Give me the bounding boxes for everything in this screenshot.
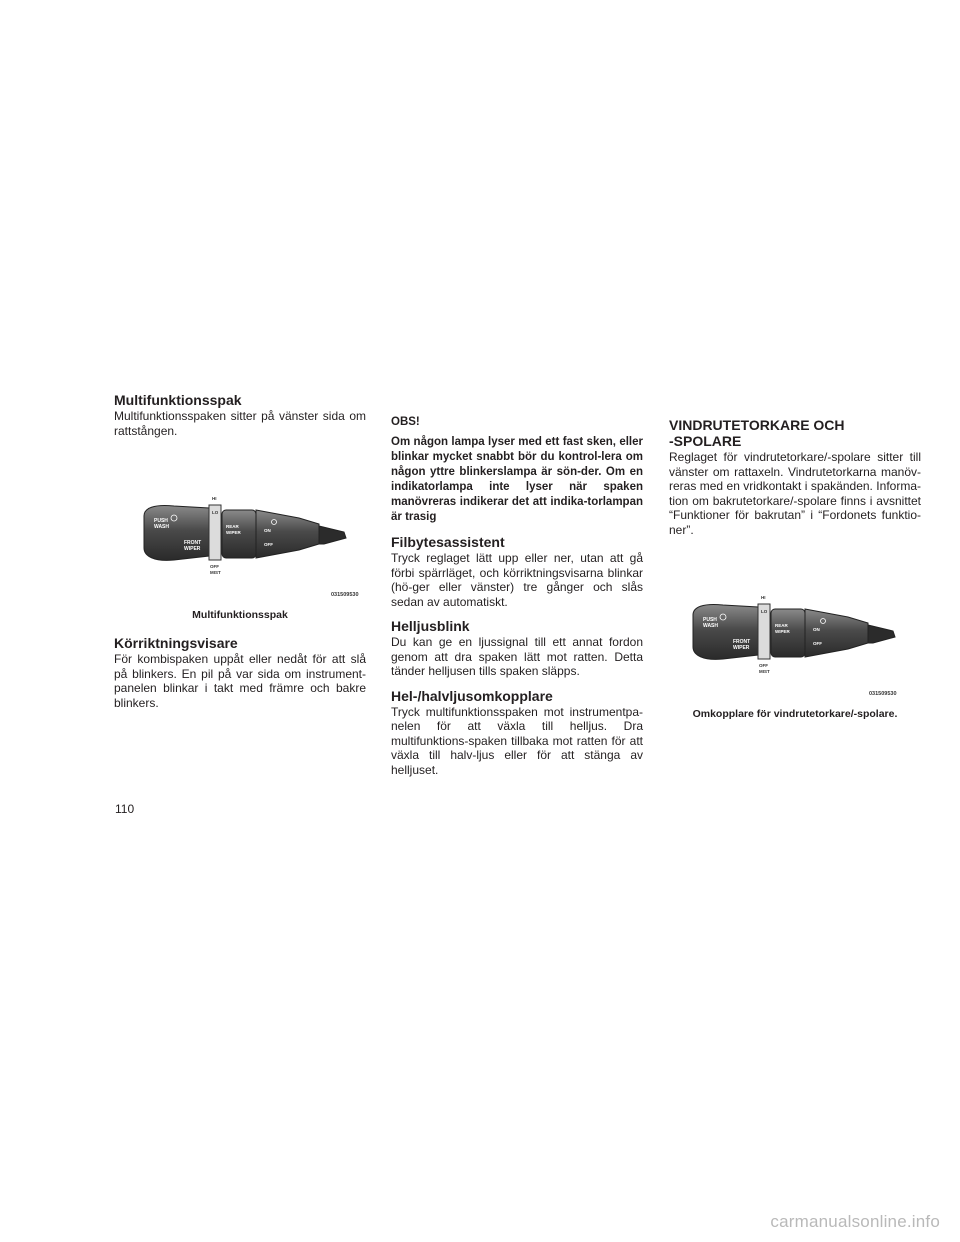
- note-label: OBS!: [391, 416, 420, 428]
- stalk2-label-off-rear: OFF: [813, 641, 822, 646]
- heading-hel-halvljusomkopplare: Hel-/halvljusomkopplare: [391, 687, 553, 704]
- paragraph-vindrutetorkare: Reglaget för vindrutetorkare/-spolare sitter till vänster om rattaxeln. Vindrutetorkarna manöv-reras med en vridkontakt i spakänden. Informa-tion om bakrutetorkare/-spolare finns i avsnittet “Funktioner för bakrutan” i “Fordonets funktio-ner”.: [669, 450, 921, 537]
- stalk2-label-push: PUSH: [703, 617, 717, 623]
- figure-code: 031509530: [331, 592, 359, 598]
- column-middle: [391, 393, 643, 777]
- page-number: 110: [115, 802, 135, 816]
- heading-filbytesassistent: Filbytesassistent: [391, 534, 505, 550]
- figure-wiper-switch: [669, 587, 921, 727]
- heading-korriktningsvisare: Körriktningsvisare: [114, 635, 238, 651]
- paragraph-helljusblink: Du kan ge en ljussignal till ett annat fordon genom att dra spaken lätt mot ratten. Detta tänder helljusen tills spaken släpps.: [391, 635, 643, 678]
- note-text: Om någon lampa lyser med ett fast sken, eller blinkar mycket snabbt bör du kontrol-lera om någon yttre blinkerslampa är sön-der. Om en indikatorlampa inte lyser när spaken manövreras indikerar det att indika-torlampan är trasig: [391, 436, 643, 523]
- stalk2-label-lo: LO: [761, 609, 768, 614]
- column-right: [669, 418, 921, 727]
- stalk2-label-on: ON: [813, 627, 820, 632]
- figure-multifunction-stalk: [114, 488, 366, 628]
- stalk-label-mist: MIST: [210, 570, 221, 575]
- stalk-label-lo: LO: [212, 510, 219, 515]
- stalk-label-wash: WASH: [154, 524, 169, 530]
- watermark: carmanualsonline.info: [770, 1212, 940, 1231]
- stalk-label-front: FRONT: [184, 540, 202, 546]
- heading-multifunktionsspak: Multifunktionsspak: [114, 392, 242, 408]
- stalk-label-rear-wiper: WIPER: [226, 530, 241, 535]
- stalk2-label-mist: MIST: [759, 669, 770, 674]
- stalk-label-on: ON: [264, 528, 271, 533]
- column-left: [114, 393, 366, 710]
- wiper-stalk-illustration: [669, 587, 921, 697]
- stalk-label-wiper: WIPER: [184, 546, 201, 552]
- stalk2-label-off: OFF: [759, 663, 768, 668]
- stalk2-label-wash: WASH: [703, 623, 718, 629]
- figure-code: 031509530: [869, 691, 897, 697]
- paragraph-korriktningsvisare: För kombispaken uppåt eller nedåt för att slå på blinkers. En pil på var sida om instrument-panelen blinkar i takt med främre och bakre blinkers.: [114, 652, 366, 710]
- heading-vindrutetorkare-line1: VINDRUTETORKARE OCH: [669, 417, 845, 433]
- heading-vindrutetorkare-line2: -SPOLARE: [669, 433, 742, 449]
- stalk2-label-rear: REAR: [775, 623, 788, 628]
- figure-caption: Multifunktionsspak: [192, 609, 288, 621]
- multifunction-stalk-illustration: [114, 488, 366, 598]
- paragraph-multifunktionsspak: Multifunktionsspaken sitter på vänster sida om rattstången.: [114, 409, 366, 438]
- stalk2-label-rear-wiper: WIPER: [775, 629, 790, 634]
- heading-helljusblink: Helljusblink: [391, 618, 470, 634]
- figure-caption: Omkopplare för vindrutetorkare/-spolare.: [692, 708, 898, 720]
- stalk2-label-front: FRONT: [733, 639, 751, 645]
- stalk-label-push: PUSH: [154, 518, 168, 524]
- paragraph-filbytesassistent: Tryck reglaget lätt upp eller ner, utan att gå förbi spärrläget, och körriktningsvisarna blinkar (hö-ger eller vänster) tre gånger och slås sedan av automatiskt.: [391, 551, 643, 609]
- stalk-label-rear: REAR: [226, 524, 239, 529]
- stalk-label-off-rear: OFF: [264, 542, 273, 547]
- stalk2-label-hi: HI: [761, 595, 766, 600]
- paragraph-hel-halvljusomkopplare: Tryck multifunktionsspaken mot instrumentpa-nelen för att växla till helljus. Dra multifunktions-spaken tillbaka mot ratten för att växla till halv-ljus eller för att stänga av helljuset.: [391, 704, 643, 777]
- stalk2-label-wiper: WIPER: [733, 645, 750, 651]
- stalk-label-hi: HI: [212, 496, 217, 501]
- stalk-label-off: OFF: [210, 564, 219, 569]
